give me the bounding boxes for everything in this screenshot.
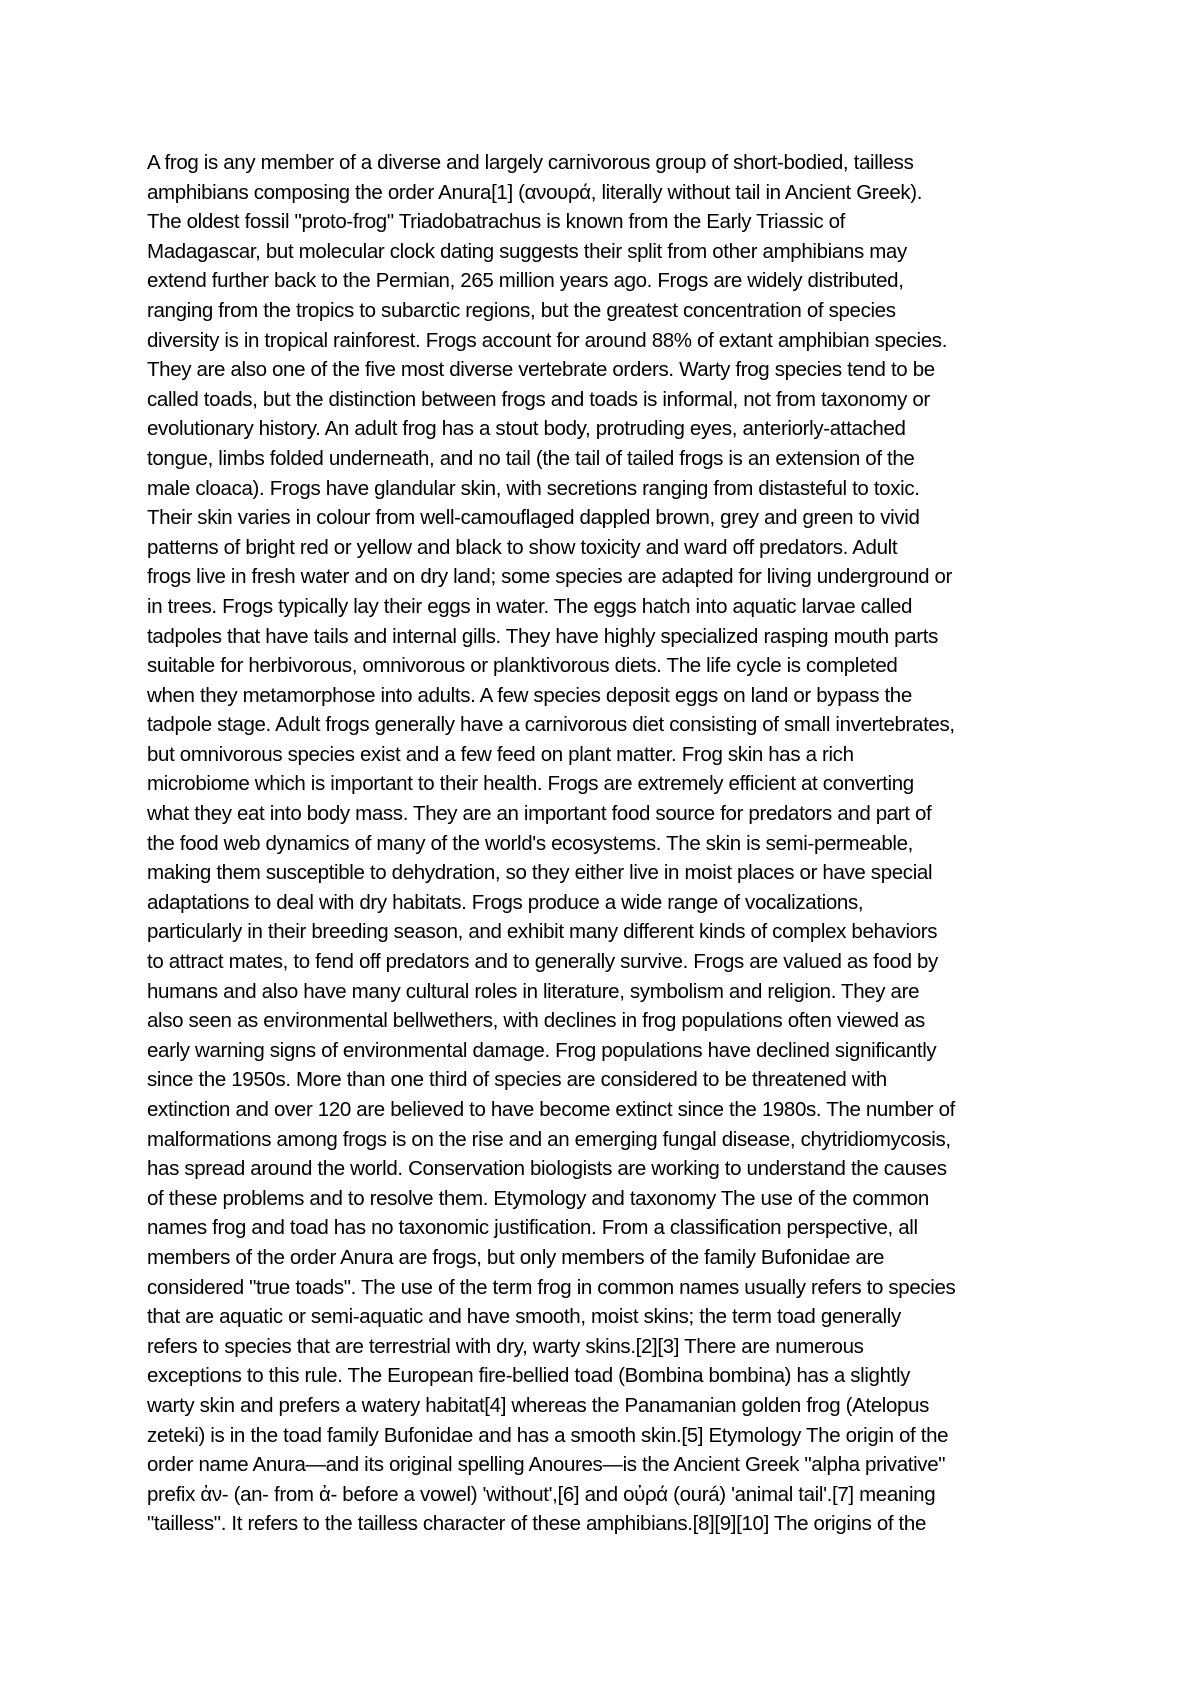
text-line: the food web dynamics of many of the world's ecosystems. The skin is semi-permeable, (147, 831, 914, 855)
text-line: microbiome which is important to their health. Frogs are extremely efficient at converting (147, 772, 914, 796)
text-line: amphibians composing the order Anura[1] (ανουρά, literally without tail in Ancient Greek). (147, 180, 923, 204)
text-line: Madagascar, but molecular clock dating suggests their split from other amphibians may (147, 239, 907, 263)
text-line: extend further back to the Permian, 265 million years ago. Frogs are widely distributed, (147, 269, 904, 293)
text-line: order name Anura—and its original spelling Anoures—is the Ancient Greek "alpha privative" (147, 1453, 946, 1477)
text-line: in trees. Frogs typically lay their eggs in water. The eggs hatch into aquatic larvae called (147, 594, 913, 618)
text-line: to attract mates, to fend off predators and to generally survive. Frogs are valued as food by (147, 950, 938, 974)
text-line: The oldest fossil "proto-frog" Triadobatrachus is known from the Early Triassic of (147, 210, 845, 234)
text-line: male cloaca). Frogs have glandular skin, with secretions ranging from distasteful to toxic. (147, 476, 920, 500)
text-line: "tailless". It refers to the tailless character of these amphibians.[8][9][10] The origins of the (147, 1512, 927, 1536)
text-line: extinction and over 120 are believed to have become extinct since the 1980s. The number of (147, 1098, 956, 1121)
text-line: tadpole stage. Adult frogs generally have a carnivorous diet consisting of small invertebrates, (147, 713, 955, 737)
body-paragraph (147, 148, 1067, 1539)
text-line: but omnivorous species exist and a few feed on plant matter. Frog skin has a rich (147, 742, 854, 766)
text-line: members of the order Anura are frogs, but only members of the family Bufonidae are (147, 1245, 885, 1269)
text-line: frogs live in fresh water and on dry land; some species are adapted for living underground or (147, 565, 953, 589)
text-line: of these problems and to resolve them. Etymology and taxonomy The use of the common (147, 1186, 929, 1210)
text-line: They are also one of the five most diverse vertebrate orders. Warty frog species tend to be (147, 358, 935, 382)
text-line: names frog and toad has no taxonomic justification. From a classification perspective, all (147, 1216, 918, 1240)
text-line: tadpoles that have tails and internal gills. They have highly specialized rasping mouth parts (147, 624, 938, 648)
text-line: adaptations to deal with dry habitats. Frogs produce a wide range of vocalizations, (147, 890, 864, 914)
text-line: exceptions to this rule. The European fire-bellied toad (Bombina bombina) has a slightly (147, 1364, 911, 1388)
text-line: when they metamorphose into adults. A few species deposit eggs on land or bypass the (147, 683, 912, 707)
text-line: humans and also have many cultural roles in literature, symbolism and religion. They are (147, 979, 920, 1003)
text-line: refers to species that are terrestrial with dry, warty skins.[2][3] There are numerous (147, 1334, 864, 1358)
text-line: A frog is any member of a diverse and largely carnivorous group of short-bodied, tailless (147, 151, 914, 174)
text-line: diversity is in tropical rainforest. Frogs account for around 88% of extant amphibian species. (147, 328, 948, 352)
text-line: also seen as environmental bellwethers, with declines in frog populations often viewed as (147, 1009, 925, 1033)
text-line: that are aquatic or semi-aquatic and have smooth, moist skins; the term toad generally (147, 1305, 901, 1329)
text-line: Their skin varies in colour from well-camouflaged dappled brown, grey and green to vivid (147, 506, 920, 530)
text-line: evolutionary history. An adult frog has a stout body, protruding eyes, anteriorly-attached (147, 417, 906, 441)
text-line: ranging from the tropics to subarctic regions, but the greatest concentration of species (147, 298, 896, 322)
text-line: since the 1950s. More than one third of species are considered to be threatened with (147, 1068, 887, 1092)
text-line: early warning signs of environmental damage. Frog populations have declined significantly (147, 1038, 937, 1062)
text-line: malformations among frogs is on the rise and an emerging fungal disease, chytridiomycosis, (147, 1127, 951, 1151)
text-line: prefix ἀν- (an- from ἀ- before a vowel) 'without',[6] and οὐρά (ourá) 'animal tail'.[7] meaning (147, 1482, 936, 1506)
text-line: has spread around the world. Conservation biologists are working to understand the causes (147, 1157, 947, 1181)
text-line: considered "true toads". The use of the term frog in common names usually refers to species (147, 1275, 956, 1299)
text-line: tongue, limbs folded underneath, and no tail (the tail of tailed frogs is an extension of the (147, 446, 915, 470)
text-line: zeteki) is in the toad family Bufonidae and has a smooth skin.[5] Etymology The origin of the (147, 1423, 949, 1447)
text-line: patterns of bright red or yellow and black to show toxicity and ward off predators. Adult (147, 535, 898, 559)
text-line: called toads, but the distinction between frogs and toads is informal, not from taxonomy or (147, 387, 930, 411)
text-line: particularly in their breeding season, and exhibit many different kinds of complex behaviors (147, 920, 938, 944)
text-line: making them susceptible to dehydration, so they either live in moist places or have special (147, 861, 933, 885)
text-line: warty skin and prefers a watery habitat[4] whereas the Panamanian golden frog (Atelopus (147, 1393, 930, 1417)
text-line: suitable for herbivorous, omnivorous or planktivorous diets. The life cycle is completed (147, 654, 898, 678)
text-line: what they eat into body mass. They are an important food source for predators and part of (147, 802, 932, 826)
